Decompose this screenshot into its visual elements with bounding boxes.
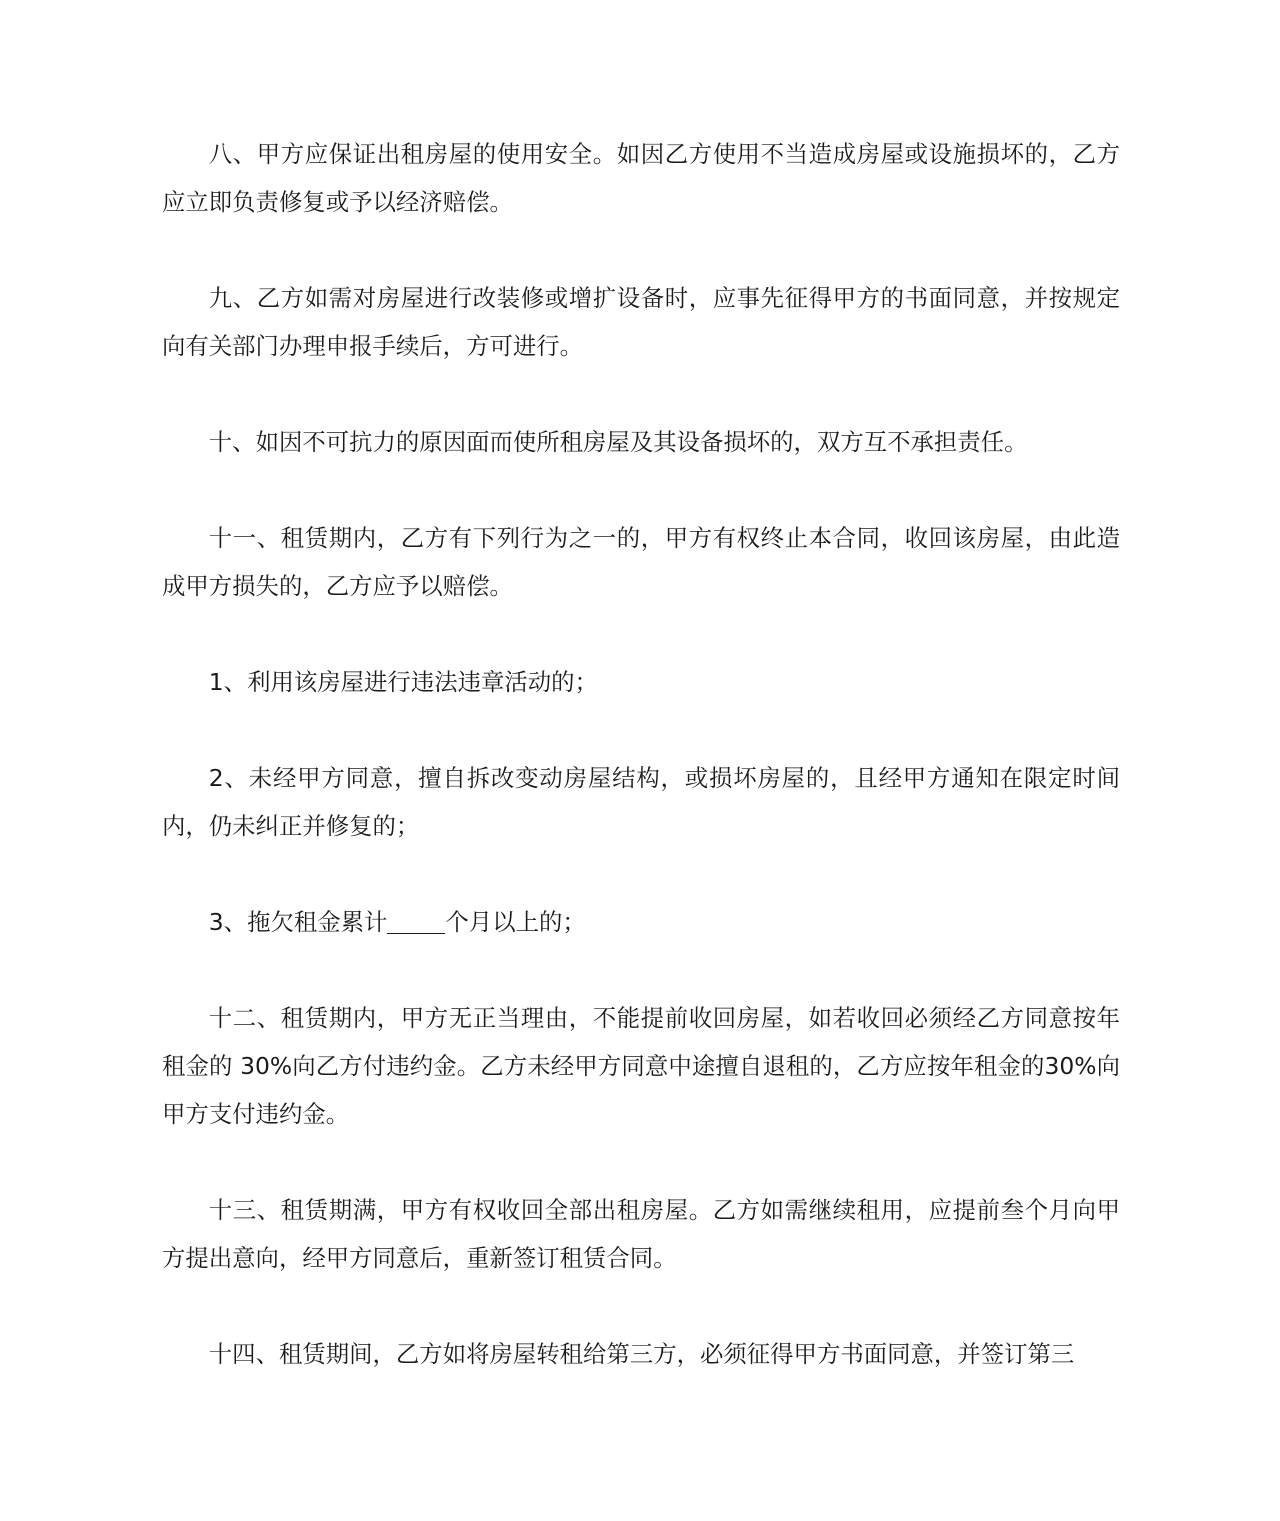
clause-12-paragraph: 十二、租赁期内，甲方无正当理由，不能提前收回房屋，如若收回必须经乙方同意按年租金的 30%向乙方付违约金。乙方未经甲方同意中途擅自退租的，乙方应按年租金的30%向甲方支付违约金。	[162, 1004, 1120, 1128]
clause-9-paragraph: 九、乙方如需对房屋进行改装修或增扩设备时，应事先征得甲方的书面同意，并按规定向有关部门办理申报手续后，方可进行。	[162, 284, 1120, 360]
clause-11-paragraph: 十一、租赁期内，乙方有下列行为之一的，甲方有权终止本合同，收回该房屋，由此造成甲方损失的，乙方应予以赔偿。	[162, 524, 1120, 600]
clause-8-paragraph: 八、甲方应保证出租房屋的使用安全。如因乙方使用不当造成房屋或设施损坏的，乙方应立即负责修复或予以经济赔偿。	[162, 140, 1120, 216]
document-page	[162, 130, 1120, 1426]
clause-11-item-2: 2、未经甲方同意，擅自拆改变动房屋结构，或损坏房屋的，且经甲方通知在限定时间内，仍未纠正并修复的；	[162, 764, 1120, 840]
clause-11-item-1: 1、利用该房屋进行违法违章活动的；	[208, 668, 598, 696]
clause-11-item-3	[162, 898, 1120, 946]
item-3-text-after: 个月以上的；	[445, 908, 586, 936]
clause-14-paragraph: 十四、租赁期间，乙方如将房屋转租给第三方，必须征得甲方书面同意，并签订第三	[208, 1340, 1075, 1368]
clause-13-paragraph: 十三、租赁期满，甲方有权收回全部出租房屋。乙方如需继续租用，应提前叁个月向甲方提出意向，经甲方同意后，重新签订租赁合同。	[162, 1196, 1120, 1272]
item-3-text-before: 3、拖欠租金累计	[208, 908, 388, 936]
clause-10-paragraph: 十、如因不可抗力的原因面而使所租房屋及其设备损坏的，双方互不承担责任。	[208, 428, 1028, 456]
months-blank-field	[387, 909, 445, 934]
